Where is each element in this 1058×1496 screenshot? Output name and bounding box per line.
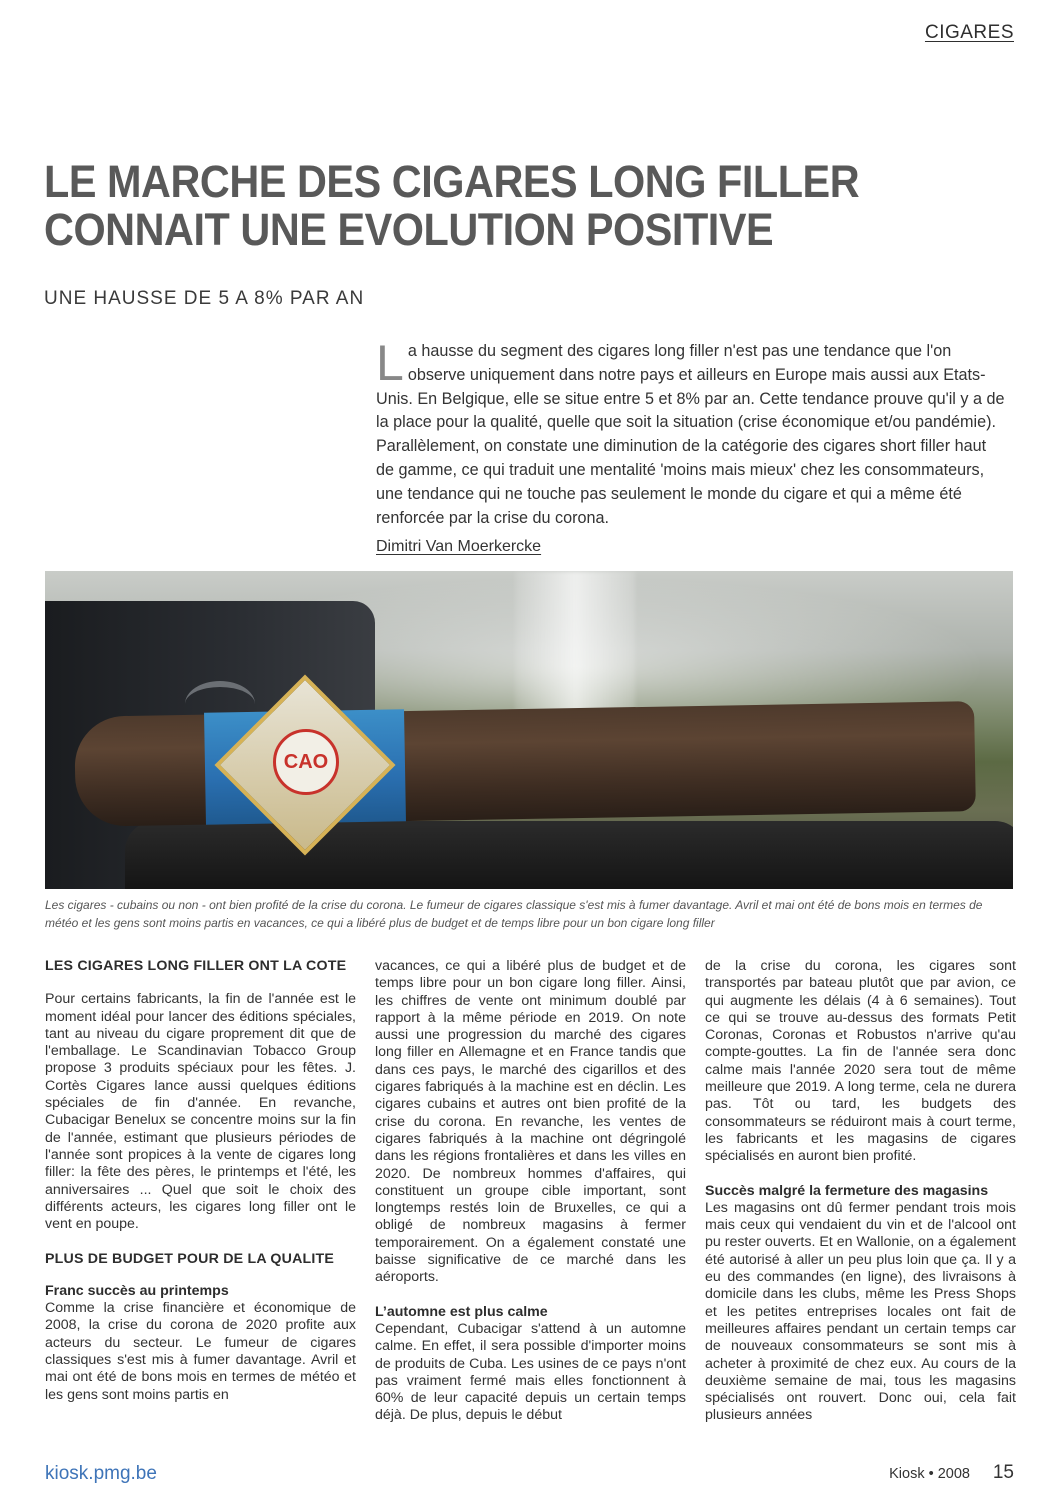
column-3	[705, 958, 1016, 1425]
article-subtitle: UNE HAUSSE DE 5 A 8% PAR AN	[44, 288, 365, 309]
subheading: Succès malgré la fermeture des magasins	[705, 1182, 989, 1199]
paragraph: Comme la crise financière et économique de 2008, la crise du corona de 2020 profite aux acteurs du secteur. Le fumeur de cigares classiques s'est mis à fumer davantage. Avril et mai ont été de bons mois en termes de météo et les gens sont moins partis en	[45, 1300, 356, 1403]
column-1	[45, 958, 356, 1404]
intro-paragraph	[376, 335, 1008, 530]
page-number: 15	[992, 1462, 1014, 1483]
paragraph: vacances, ce qui a libéré plus de budget et de temps libre pour un bon cigare long filler. Ainsi, les chiffres de vente ont minimum doublé par rapport à la même période en 2019. On note aussi une progression du marché des cigares long filler en Allemagne et en France tandis que dans ces pays, le marché des cigarillos et des cigares fabriqués à la machine est en déclin. Les cigares cubains et autres ont bien profité de la crise du corona. En revanche, les ventes de cigares fabriqués à la machine ont dégringolé dans les régions frontalières et dans les villes en 2020. De nombreux hommes d'affaires, qui constituent un groupe cible important, sont longtemps restés loin de Bruxelles, ce qui a obligé de nombreux magasins à fermer temporairement. On a également constaté une baisse significative de ce marché dans les aéroports.	[375, 958, 686, 1286]
cigar-photo	[45, 571, 1013, 889]
section-label: CIGARES	[924, 22, 1014, 43]
title-line-2: CONNAIT UNE EVOLUTION POSITIVE	[44, 204, 774, 255]
column-2	[375, 958, 686, 1425]
intro-text: a hausse du segment des cigares long filler n'est pas une tendance que l'on observe uniquement dans notre pays et ailleurs en Europe mais aussi aux Etats-Unis. En Belgique, elle se situe entre 5 et 8% par an. Cette tendance prouve qu'il y a de la place pour la qualité, quelle que soit la situation (crise économique et/ou pandémie). Parallèlement, on constate une diminution de la catégorie des cigares short filler haut de gamme, ce qui traduit une mentalité 'moins mais mieux' chez les consommateurs, une tendance qui ne touche pas seulement le monde du cigare et qui a même été renforcée par la crise du corona.	[376, 342, 1005, 527]
paragraph: Pour certains fabricants, la fin de l'année est le moment idéal pour lancer des éditions spéciales, tant au niveau du cigare proprement dit que de l'emballage. Le Scandinavian Tobacco Group propose 3 produits spéciaux pour les fêtes. J. Cortès Cigares lance aussi quelques éditions spéciales de fin d'année. En revanche, Cubacigar Benelux se concentre moins sur la fin de l'année, estimant que plusieurs périodes de l'année sont propices à la vente de cigares long filler: la fête des pères, le printemps et l'été, les anniversaires ... Quel que soit le choix des différents acteurs, les cigares long filler ont le vent en poupe.	[45, 991, 356, 1233]
section-heading: PLUS DE BUDGET POUR DE LA QUALITE	[45, 1251, 335, 1268]
photo-caption: Les cigares - cubains ou non - ont bien profité de la crise du corona. Le fumeur de cigares classique s'est mis à fumer davantage. Avril et mai ont été de bons mois en termes de météo et les gens sont moins partis en vacances, ce qui a libéré plus de budget et de temps libre pour un bon cigare long filler	[45, 898, 983, 930]
cigar-stand	[125, 821, 1013, 889]
band-seal-logo: CAO	[273, 729, 339, 795]
paragraph: de la crise du corona, les cigares sont transportés par bateau plutôt que par avion, ce qui augmente les délais (4 à 6 semaines). Tout ce qui se trouve au-dessus des formats Petit Coronas, Coronas et Robustos n'arrive qu'au compte-gouttes. La fin de l'année sera donc calme mais l'année 2020 sera tout de même meilleure que 2019. A long terme, cela ne durera pas. Tôt ou tard, les budgets des consommateurs se réduiront mais à court terme, les fabricants et les magasins de cigares spécialisés en auront bien profité.	[705, 958, 1016, 1165]
section-heading: LES CIGARES LONG FILLER ONT LA COTE	[45, 958, 347, 974]
paragraph: Les magasins ont dû fermer pendant trois mois mais ceux qui vendaient du vin et de l'alcool ont pu rester ouverts. Et en Wallonie, on a également été autorisé à aller un peu plus loin que ça. Il y a eu des commandes (en ligne), des livraisons à domicile dans les clubs, même les Press Shops et les petites entreprises locales ont fait de meilleures affaires pendant un certain temps car de nouveaux consommateurs se sont mis à acheter à proximité de chez eux. Au cours de la deuxième semaine de mai, tous les magasins spécialisés ont rouvert. Donc oui, cela fait plusieurs années	[705, 1199, 1016, 1424]
footer-magazine-issue: Kiosk • 2008	[889, 1466, 970, 1482]
author-byline: Dimitri Van Moerkercke	[376, 538, 542, 555]
article-title	[44, 158, 927, 254]
footer-website-link[interactable]: kiosk.pmg.be	[45, 1463, 157, 1484]
subheading: Franc succès au printemps	[45, 1282, 229, 1299]
title-line-1: LE MARCHE DES CIGARES LONG FILLER	[44, 156, 860, 207]
paragraph: Cependant, Cubacigar s'attend à un automne calme. En effet, il sera possible d'importer moins de produits de Cuba. Les usines de ce pays n'ont pas vraiment fermé mais elles fonctionnent à 60% de leur capacité depuis un certain temps déjà. De plus, depuis le début	[375, 1320, 686, 1424]
drop-cap: L	[376, 335, 404, 391]
subheading: L’automne est plus calme	[375, 1303, 548, 1320]
